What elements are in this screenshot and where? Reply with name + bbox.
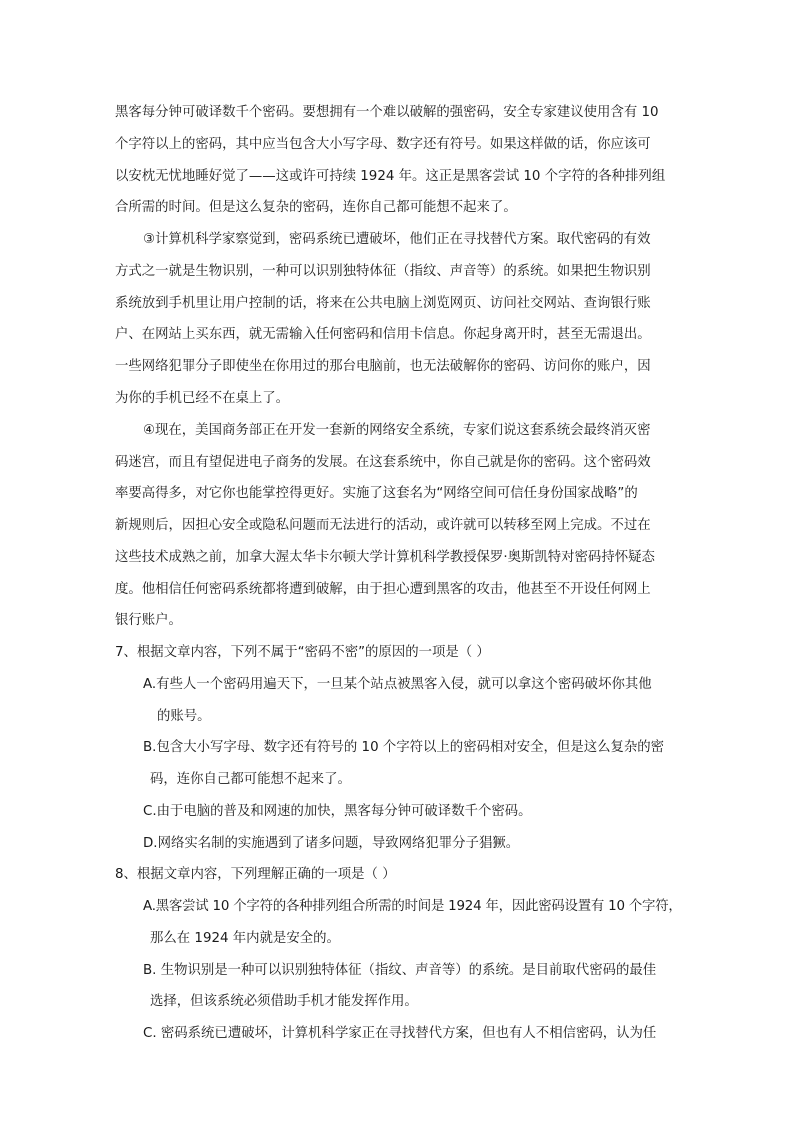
- passage-line: 新规则后，因担心安全或隐私问题而无法进行的活动，或许就可以转移至网上完成。不过在: [115, 518, 651, 533]
- passage-line: 户、在网站上买东西，就无需输入任何密码和信用卡信息。你起身离开时，甚至无需退出。: [115, 327, 651, 342]
- question-8-stem: 8、根据文章内容，下列理解正确的一项是（ ）: [115, 867, 396, 882]
- question-7-stem: 7、根据文章内容，下列不属于“密码不密”的原因的一项是（ ）: [115, 645, 490, 660]
- question-8-option-b-cont: 选择，但该系统必须借助手机才能发挥作用。: [150, 994, 418, 1009]
- passage-line: 银行账户。: [115, 613, 182, 628]
- passage-line: 率要高得多，对它你也能掌控得更好。实施了这套名为“网络空间可信任身份国家战略”的: [115, 486, 638, 501]
- passage-line: 一些网络犯罪分子即使坐在你用过的那台电脑前，也无法破解你的密码、访问你的账户，因: [115, 359, 651, 374]
- question-8-option-a: A.黑客尝试 10 个字符的各种排列组合所需的时间是 1924 年，因此密码设置有 10 个字符，: [143, 899, 682, 914]
- question-8-option-c: C. 密码系统已遭破坏，计算机科学家正在寻找替代方案，但也有人不相信密码，认为任: [143, 1026, 657, 1041]
- question-7-option-c: C.由于电脑的普及和网速的加快，黑客每分钟可破译数千个密码。: [143, 804, 532, 819]
- passage-line: 为你的手机已经不在桌上了。: [115, 391, 290, 406]
- question-8-option-a-cont: 那么在 1924 年内就是安全的。: [150, 931, 340, 946]
- passage-line: ④现在，美国商务部正在开发一套新的网络安全系统，专家们说这套系统会最终消灭密: [143, 423, 651, 438]
- passage-line: 以安枕无忧地睡好觉了——这或许可持续 1924 年。这正是黑客尝试 10 个字符的各种排列组: [115, 169, 666, 184]
- question-7-option-d: D.网络实名制的实施遇到了诸多问题，导致网络犯罪分子猖獗。: [143, 836, 520, 851]
- passage-line: 码迷宫，而且有望促进电子商务的发展。在这套系统中，你自己就是你的密码。这个密码效: [115, 455, 651, 470]
- passage-line: 合所需的时间。但是这么复杂的密码，连你自己都可能想不起来了。: [115, 200, 517, 215]
- passage-line: 系统放到手机里让用户控制的话，将来在公共电脑上浏览网页、访问社交网站、查询银行账: [115, 296, 651, 311]
- question-7-option-a-cont: 的账号。: [157, 709, 211, 724]
- passage-line: ③计算机科学家察觉到，密码系统已遭破坏，他们正在寻找替代方案。取代密码的有效: [143, 232, 651, 247]
- passage-line: 度。他相信任何密码系统都将遭到破解，由于担心遭到黑客的攻击，他甚至不开设任何网上: [115, 582, 651, 597]
- passage-line: 个字符以上的密码，其中应当包含大小写字母、数字还有符号。如果这样做的话，你应该可: [115, 137, 651, 152]
- passage-line: 方式之一就是生物识别，一种可以识别独特体征（指纹、声音等）的系统。如果把生物识别: [115, 264, 651, 279]
- question-7-option-a: A.有些人一个密码用遍天下，一旦某个站点被黑客入侵，就可以拿这个密码破坏你其他: [143, 677, 652, 692]
- question-7-option-b: B.包含大小写字母、数字还有符号的 10 个字符以上的密码相对安全，但是这么复杂的密: [143, 740, 665, 755]
- passage-line: 这些技术成熟之前，加拿大渥太华卡尔顿大学计算机科学教授保罗·奥斯凯特对密码持怀疑态: [115, 550, 655, 565]
- question-7-option-b-cont: 码，连你自己都可能想不起来了。: [150, 772, 351, 787]
- question-8-option-b: B. 生物识别是一种可以识别独特体征（指纹、声音等）的系统。是目前取代密码的最佳: [143, 963, 657, 978]
- passage-line: 黑客每分钟可破译数千个密码。要想拥有一个难以破解的强密码，安全专家建议使用含有 10: [115, 105, 659, 120]
